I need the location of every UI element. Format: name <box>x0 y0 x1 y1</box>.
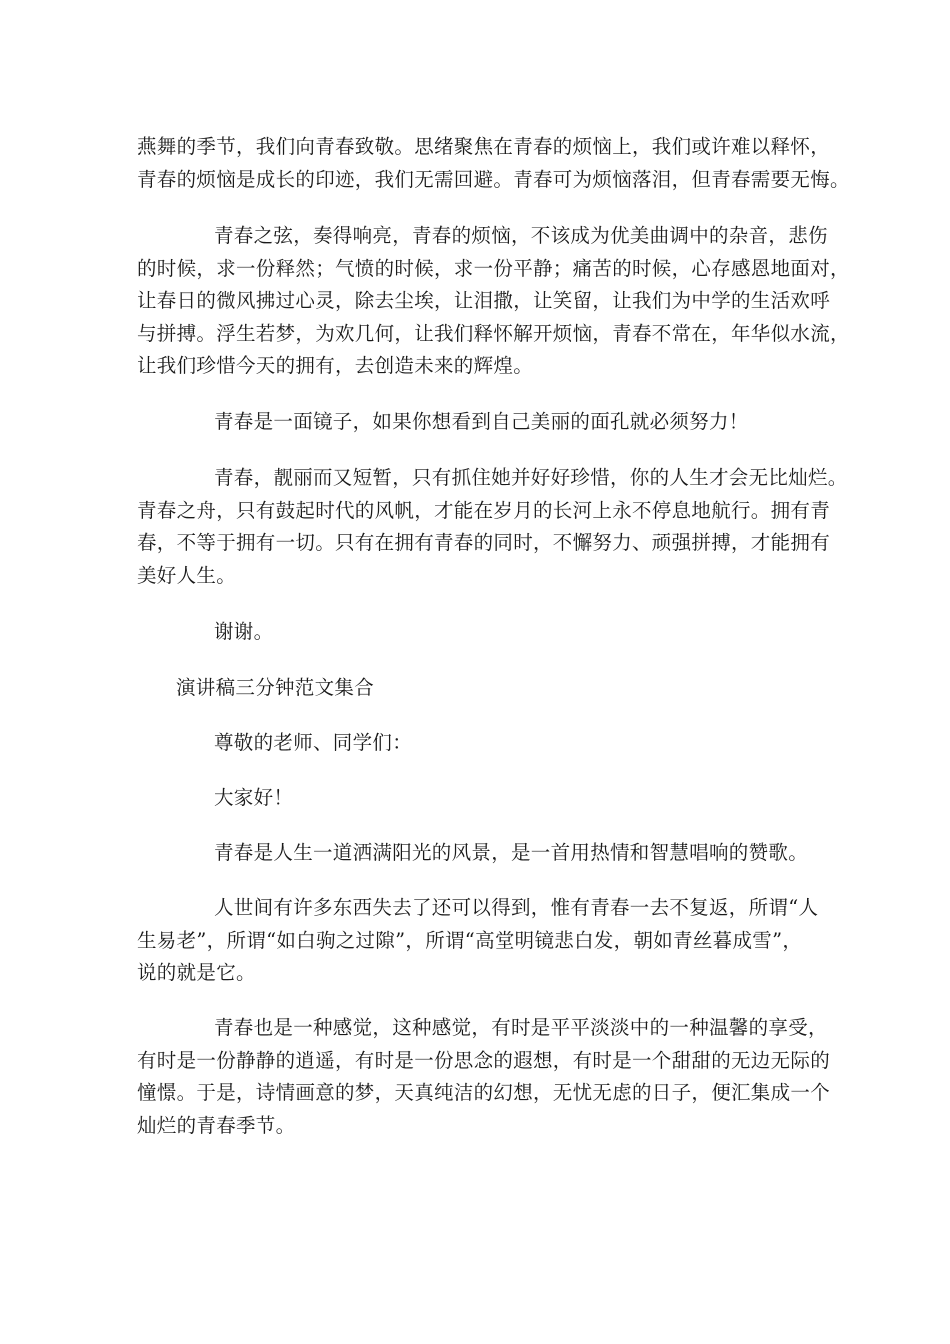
paragraph-1 <box>137 131 850 196</box>
section-heading <box>137 672 819 705</box>
paragraph-line: 青春，靓丽而又短暂，只有抓住她并好好珍惜，你的人生才会无比灿烂。 <box>214 466 848 489</box>
paragraph-line: 说的就是它。 <box>137 961 256 984</box>
paragraph-line: 让春日的微风拂过心灵，除去尘埃，让泪撒，让笑留，让我们为中学的生活欢呼 <box>137 289 831 312</box>
paragraph-line: 青春也是一种感觉，这种感觉，有时是平平淡淡中的一种温馨的享受， <box>214 1016 828 1039</box>
paragraph-line: 青春之舟，只有鼓起时代的风帆，才能在岁月的长河上永不停息地航行。拥有青 <box>137 498 831 522</box>
paragraph-line: 青春之弦，奏得响亮，青春的烦恼，不该成为优美曲调中的杂音，悲伤 <box>214 224 828 247</box>
paragraph-11 <box>137 1012 831 1142</box>
paragraph-line: 燕舞的季节，我们向青春致敬。思绪聚焦在青春的烦恼上，我们或许难以释怀， <box>137 135 831 158</box>
paragraph-line: 青春是一面镜子，如果你想看到自己美丽的面孔就必须努力！ <box>214 410 749 433</box>
paragraph-10 <box>137 892 819 990</box>
salutation <box>137 727 819 760</box>
paragraph-line: 灿烂的青春季节。 <box>137 1113 296 1137</box>
paragraph-line: 青春是人生一道洒满阳光的风景，是一首用热情和智慧唱响的赞歌。 <box>214 841 809 864</box>
paragraph-3 <box>137 406 819 439</box>
paragraph-5 <box>137 616 819 649</box>
paragraph-2 <box>137 220 850 383</box>
paragraph-line: 尊敬的老师、同学们： <box>214 731 413 754</box>
greeting <box>137 782 819 815</box>
paragraph-9 <box>137 837 819 870</box>
paragraph-line: 青春的烦恼是成长的印迹，我们无需回避。青春可为烦恼落泪，但青春需要无悔。 <box>137 167 850 191</box>
paragraph-line: 有时是一份静静的逍遥，有时是一份思念的遐想，有时是一个甜甜的无边无际的 <box>137 1048 831 1072</box>
paragraph-line: 春，不等于拥有一切。只有在拥有青春的同时，不懈努力、顽强拼搏，才能拥有 <box>137 531 831 554</box>
heading-line: 演讲稿三分钟范文集合 <box>176 676 375 699</box>
paragraph-line: 生易老”，所谓“如白驹之过隙”，所谓“高堂明镜悲白发，朝如青丝暮成雪”， <box>137 928 803 952</box>
paragraph-line: 人世间有许多东西失去了还可以得到，惟有青春一去不复返，所谓“人 <box>214 896 819 919</box>
paragraph-line: 让我们珍惜今天的拥有，去创造未来的辉煌。 <box>137 354 534 377</box>
paragraph-4 <box>137 462 848 592</box>
paragraph-line: 美好人生。 <box>137 563 237 587</box>
paragraph-line: 大家好！ <box>214 786 294 809</box>
paragraph-line: 谢谢。 <box>214 620 274 643</box>
paragraph-line: 与拼搏。浮生若梦，为欢几何，让我们释怀解开烦恼，青春不常在，年华似水流， <box>137 321 850 345</box>
paragraph-line: 的时候，求一份释然；气愤的时候，求一份平静；痛苦的时候，心存感恩地面对， <box>137 256 850 280</box>
paragraph-line: 憧憬。于是，诗情画意的梦，天真纯洁的幻想，无忧无虑的日子，便汇集成一个 <box>137 1081 831 1104</box>
